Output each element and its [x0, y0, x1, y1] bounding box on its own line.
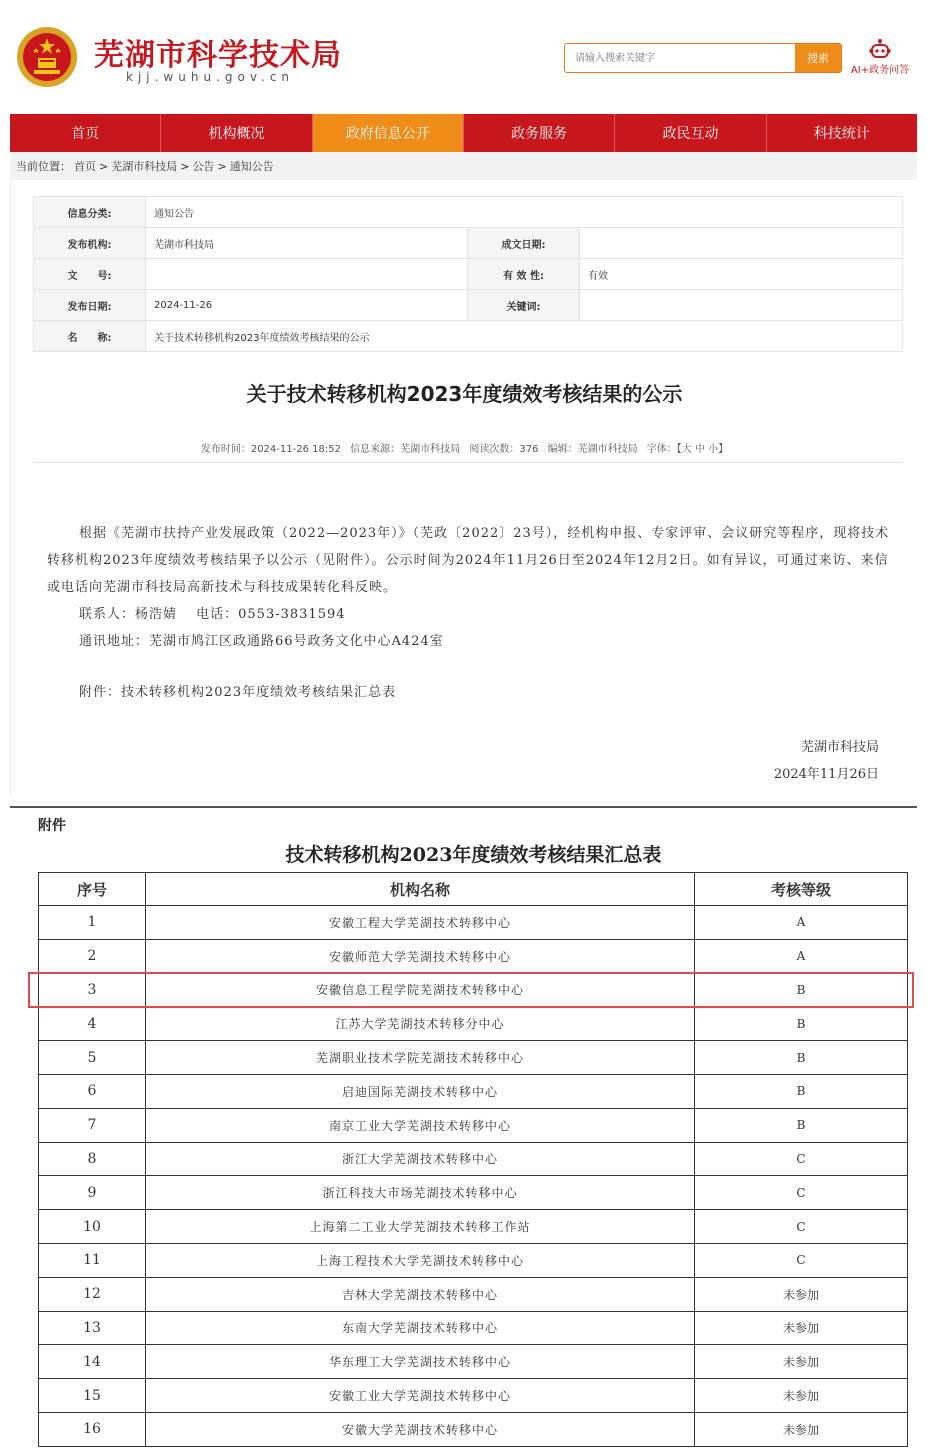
row-seq: 1	[39, 906, 146, 940]
row-seq: 2	[39, 939, 146, 973]
article-signature	[774, 734, 879, 788]
breadcrumb-link-notice[interactable]: 通知公告	[229, 160, 274, 173]
breadcrumb-link-announcement[interactable]: 公告	[192, 160, 215, 173]
attachment-link[interactable]: 附件：技术转移机构2023年度绩效考核结果汇总表	[79, 685, 397, 700]
row-org: 芜湖职业技术学院芜湖技术转移中心	[146, 1041, 695, 1075]
row-org: 安徽大学芜湖技术转移中心	[146, 1412, 695, 1446]
row-grade: B	[695, 1007, 908, 1041]
breadcrumb-sep: >	[217, 159, 227, 173]
table-row	[39, 1142, 908, 1176]
row-seq: 5	[39, 1041, 146, 1075]
info-validity-label: 有 效 性:	[468, 259, 580, 290]
info-keyword-label: 关键词:	[468, 290, 580, 321]
info-category-label: 信息分类:	[34, 197, 146, 228]
table-row	[39, 1041, 908, 1075]
sign-org: 芜湖市科技局	[800, 740, 879, 755]
breadcrumb-link-home[interactable]: 首页	[74, 160, 96, 173]
row-org: 安徽信息工程学院芜湖技术转移中心	[146, 973, 695, 1007]
header-seq: 序号	[39, 873, 146, 906]
table-row	[39, 906, 908, 940]
search-box	[564, 43, 842, 73]
nav-item-interaction[interactable]: 政民互动	[615, 114, 766, 152]
table-row	[39, 1176, 908, 1210]
row-grade: 未参加	[695, 1277, 908, 1311]
row-seq: 4	[39, 1007, 146, 1041]
row-grade: 未参加	[695, 1345, 908, 1379]
info-publisher-label: 发布机构:	[34, 228, 146, 259]
breadcrumb-sep: >	[99, 159, 109, 173]
info-doc-no-label: 文 号:	[34, 259, 146, 290]
row-seq: 16	[39, 1412, 146, 1446]
row-org: 华东理工大学芜湖技术转移中心	[146, 1345, 695, 1379]
sign-date: 2024年11月26日	[773, 767, 879, 782]
info-validity-value: 有效	[580, 259, 903, 290]
row-seq: 9	[39, 1176, 146, 1210]
table-row	[39, 1243, 908, 1277]
row-seq: 7	[39, 1108, 146, 1142]
row-seq: 10	[39, 1210, 146, 1244]
breadcrumb-sep: >	[180, 159, 190, 173]
info-name-label: 名 称:	[34, 321, 146, 352]
nav-item-services[interactable]: 政务服务	[464, 114, 615, 152]
search-button[interactable]: 搜索	[795, 44, 841, 72]
row-seq: 8	[39, 1142, 146, 1176]
body-address: 通讯地址：芜湖市鸠江区政通路66号政务文化中心A424室	[79, 634, 444, 649]
meta-divider	[33, 462, 903, 463]
ai-assistant-button[interactable]	[848, 38, 912, 78]
meta-source: 信息来源：芜湖市科技局	[350, 444, 461, 455]
row-grade: 未参加	[695, 1311, 908, 1345]
header-grade: 考核等级	[695, 873, 908, 906]
table-row	[39, 939, 908, 973]
row-org: 浙江科技大市场芜湖技术转移中心	[146, 1176, 695, 1210]
search-input[interactable]	[565, 44, 797, 72]
info-category-value: 通知公告	[146, 197, 903, 228]
row-grade: A	[695, 939, 908, 973]
row-org: 上海第二工业大学芜湖技术转移工作站	[146, 1210, 695, 1244]
table-row	[39, 1345, 908, 1379]
nav-item-home[interactable]: 首页	[10, 114, 161, 152]
breadcrumb-prefix: 当前位置：	[16, 160, 71, 173]
nav-item-overview[interactable]: 机构概况	[161, 114, 312, 152]
attachment-divider	[10, 806, 917, 808]
table-row	[39, 1277, 908, 1311]
row-seq: 3	[39, 973, 146, 1007]
row-org: 浙江大学芜湖技术转移中心	[146, 1142, 695, 1176]
article-meta	[11, 440, 918, 455]
table-row	[39, 1311, 908, 1345]
font-size-switcher[interactable]: 字体：【大 中 小】	[646, 444, 729, 455]
header-org: 机构名称	[146, 873, 695, 906]
row-grade: 未参加	[695, 1412, 908, 1446]
row-org: 上海工程技术大学芜湖技术转移中心	[146, 1243, 695, 1277]
row-org: 启迪国际芜湖技术转移中心	[146, 1074, 695, 1108]
row-grade: B	[695, 1074, 908, 1108]
article-body	[47, 520, 893, 706]
row-grade: A	[695, 906, 908, 940]
national-emblem-icon	[16, 26, 78, 88]
info-name-value: 关于技术转移机构2023年度绩效考核结果的公示	[146, 321, 903, 352]
row-grade: C	[695, 1142, 908, 1176]
row-grade: C	[695, 1210, 908, 1244]
row-grade: C	[695, 1243, 908, 1277]
row-seq: 13	[39, 1311, 146, 1345]
table-row	[39, 1074, 908, 1108]
table-row	[39, 1412, 908, 1446]
row-org: 安徽工业大学芜湖技术转移中心	[146, 1379, 695, 1413]
info-pub-date-label: 发布日期:	[34, 290, 146, 321]
nav-item-info-disclosure[interactable]: 政府信息公开	[313, 114, 464, 152]
row-org: 安徽工程大学芜湖技术转移中心	[146, 906, 695, 940]
row-grade: B	[695, 1041, 908, 1075]
row-grade: B	[695, 1108, 908, 1142]
content-panel	[10, 180, 917, 796]
grade-table	[38, 872, 908, 1447]
grade-table-header	[39, 873, 908, 906]
info-publisher-value: 芜湖市科技局	[146, 228, 468, 259]
breadcrumb	[10, 152, 917, 180]
info-keyword-value	[580, 290, 903, 321]
site-title[interactable]: 芜湖市科学技术局	[94, 38, 342, 73]
table-row	[39, 1007, 908, 1041]
attachment-label: 附件	[38, 818, 66, 834]
row-seq: 11	[39, 1243, 146, 1277]
row-org: 东南大学芜湖技术转移中心	[146, 1311, 695, 1345]
main-nav	[10, 114, 917, 152]
table-row	[39, 1108, 908, 1142]
table-row	[39, 1210, 908, 1244]
info-pub-date-value: 2024-11-26	[146, 290, 468, 321]
site-header	[0, 0, 927, 110]
info-doc-no-value	[146, 259, 468, 290]
table-row	[39, 1379, 908, 1413]
info-date-made-label: 成文日期:	[468, 228, 580, 259]
ai-label: AI+政务问答	[850, 65, 910, 76]
body-paragraph: 根据《芜湖市扶持产业发展政策（2022—2023年）》（芜政〔2022〕23号），经机构申报、专家评审、会议研究等程序，现将技术转移机构2023年度绩效考核结果予以公示（见附件）。公示时间为2024年11月26日至2024年12月2日。如有异议，可通过来访、来信或电话向芜湖市科技局高新技术与科技成果转化科反映。	[47, 526, 890, 595]
meta-views: 阅读次数：376	[469, 444, 539, 455]
row-seq: 6	[39, 1074, 146, 1108]
body-contact: 联系人：杨浩婧 电话：0553-3831594	[79, 607, 346, 622]
row-grade: C	[695, 1176, 908, 1210]
row-grade: B	[695, 973, 908, 1007]
site-domain: kjj.wuhu.gov.cn	[126, 70, 295, 84]
meta-editor: 编辑：芜湖市科技局	[547, 444, 638, 455]
row-org: 江苏大学芜湖技术转移分中心	[146, 1007, 695, 1041]
meta-time: 发布时间：2024-11-26 18:52	[200, 444, 341, 455]
row-seq: 15	[39, 1379, 146, 1413]
row-org: 南京工业大学芜湖技术转移中心	[146, 1108, 695, 1142]
nav-item-statistics[interactable]: 科技统计	[813, 126, 870, 142]
breadcrumb-link-bureau[interactable]: 芜湖市科技局	[111, 160, 178, 173]
info-date-made-value	[580, 228, 903, 259]
row-org: 吉林大学芜湖技术转移中心	[146, 1277, 695, 1311]
row-highlight-box	[28, 972, 914, 1008]
robot-icon	[869, 38, 891, 60]
attachment-title: 技术转移机构2023年度绩效考核结果汇总表	[285, 844, 662, 866]
row-seq: 12	[39, 1277, 146, 1311]
row-org: 安徽师范大学芜湖技术转移中心	[146, 939, 695, 973]
info-table	[33, 196, 903, 352]
row-seq: 14	[39, 1345, 146, 1379]
article-title: 关于技术转移机构2023年度绩效考核结果的公示	[246, 382, 683, 406]
row-grade: 未参加	[695, 1379, 908, 1413]
